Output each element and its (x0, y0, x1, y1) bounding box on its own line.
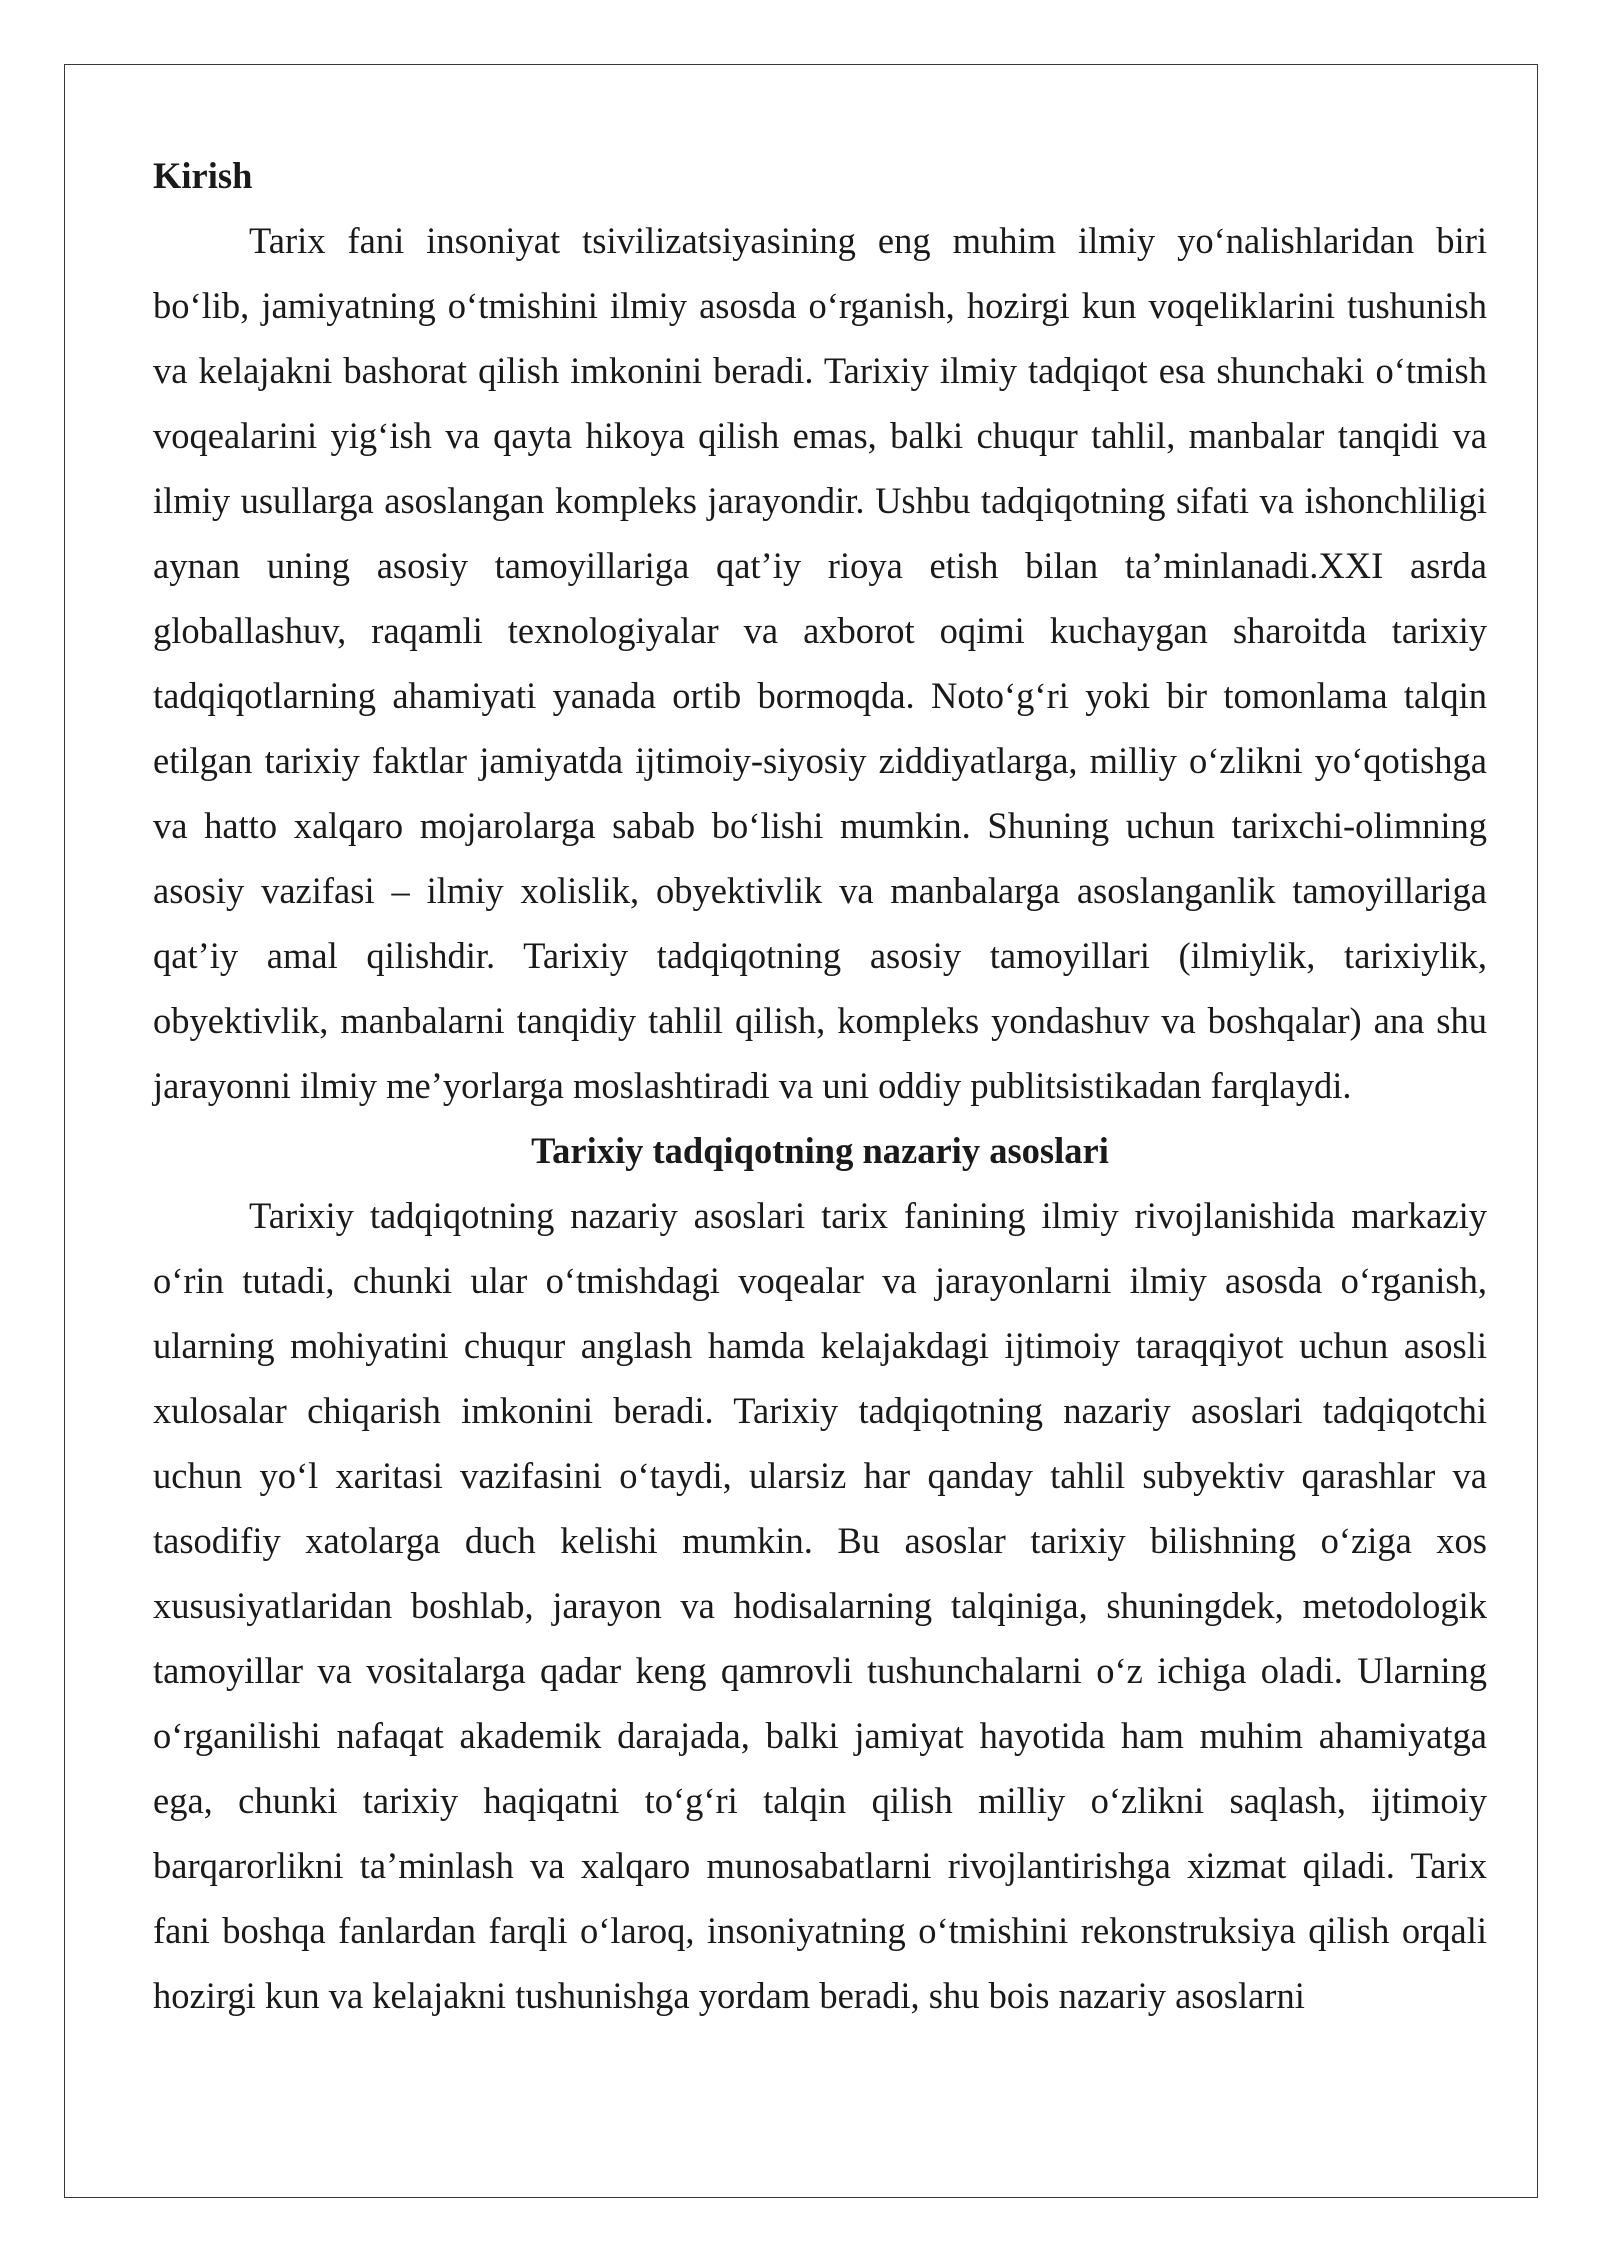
paragraph-introduction: Tarix fani insoniyat tsivilizatsiyasining eng muhim ilmiy yo‘nalishlaridan biri bo‘lib, jamiyatning o‘tmishini ilmiy asosda o‘rganish, hozirgi kun voqeliklarini tushunish va kelajakni bashorat qilish imkonini beradi. Tarixiy ilmiy tadqiqot esa shunchaki o‘tmish voqealarini yig‘ish va qayta hikoya qilish emas, balki chuqur tahlil, manbalar tanqidi va ilmiy usullarga asoslangan kompleks jarayondir. Ushbu tadqiqotning sifati va ishonchliligi aynan uning asosiy tamoyillariga qat’iy rioya etish bilan ta’minlanadi.XXI asrda globallashuv, raqamli texnologiyalar va axborot oqimi kuchaygan sharoitda tarixiy tadqiqotlarning ahamiyati yanada ortib bormoqda. Noto‘g‘ri yoki bir tomonlama talqin etilgan tarixiy faktlar jamiyatda ijtimoiy-siyosiy ziddiyatlarga, milliy o‘zlikni yo‘qotishga va hatto xalqaro mojarolarga sabab bo‘lishi mumkin. Shuning uchun tarixchi-olimning asosiy vazifasi – ilmiy xolislik, obyektivlik va manbalarga asoslanganlik tamoyillariga qat’iy amal qilishdir. Tarixiy tadqiqotning asosiy tamoyillari (ilmiylik, tarixiylik, obyektivlik, manbalarni tanqidiy tahlil qilish, kompleks yondashuv va boshqalar) ana shu jarayonni ilmiy me’yorlarga moslashtiradi va uni oddiy publitsistikadan farqlaydi. (153, 220, 1487, 1106)
document-body (153, 143, 1487, 2028)
paragraph-theoretical-foundations: Tarixiy tadqiqotning nazariy asoslari tarix fanining ilmiy rivojlanishida markaziy o‘rin tutadi, chunki ular o‘tmishdagi voqealar va jarayonlarni ilmiy asosda o‘rganish, ularning mohiyatini chuqur anglash hamda kelajakdagi ijtimoiy taraqqiyot uchun asosli xulosalar chiqarish imkonini beradi. Tarixiy tadqiqotning nazariy asoslari tadqiqotchi uchun yo‘l xaritasi vazifasini o‘taydi, ularsiz har qanday tahlil subyektiv qarashlar va tasodifiy xatolarga duch kelishi mumkin. Bu asoslar tarixiy bilishning o‘ziga xos xususiyatlaridan boshlab, jarayon va hodisalarning talqiniga, shuningdek, metodologik tamoyillar va vositalarga qadar keng qamrovli tushunchalarni o‘z ichiga oladi. Ularning o‘rganilishi nafaqat akademik darajada, balki jamiyat hayotida ham muhim ahamiyatga ega, chunki tarixiy haqiqatni to‘g‘ri talqin qilish milliy o‘zlikni saqlash, ijtimoiy barqarorlikni ta’minlash va xalqaro munosabatlarni rivojlantirishga xizmat qiladi. Tarix fani boshqa fanlardan farqli o‘laroq, insoniyatning o‘tmishini rekonstruksiya qilish orqali hozirgi kun va kelajakni tushunishga yordam beradi, shu bois nazariy asoslarni (153, 1195, 1487, 2016)
heading-theoretical-foundations: Tarixiy tadqiqotning nazariy asoslari (531, 1130, 1109, 1171)
heading-introduction: Kirish (153, 155, 253, 196)
